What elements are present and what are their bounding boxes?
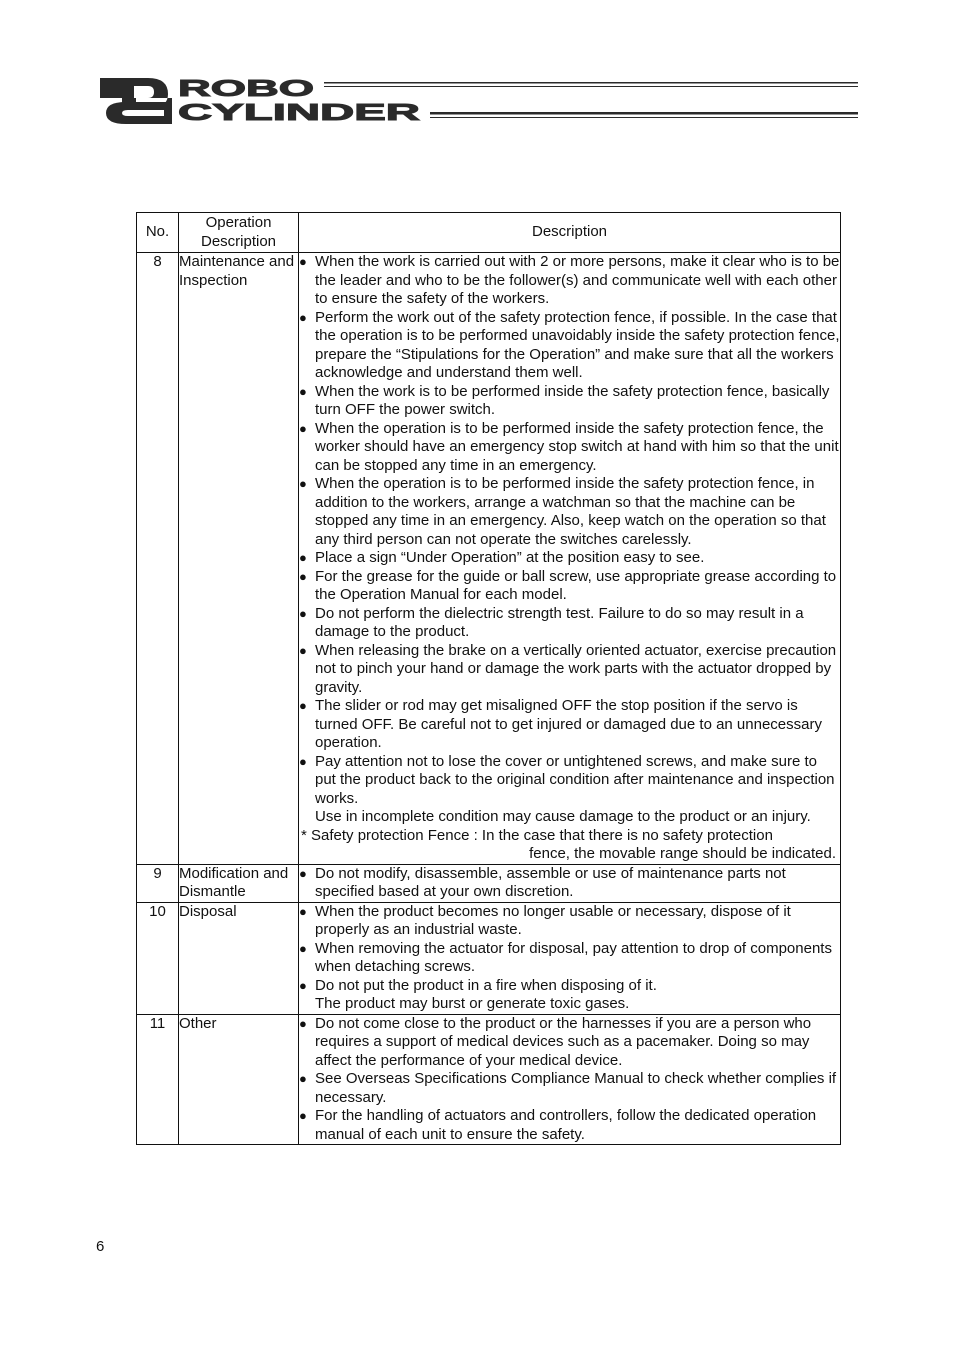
header-description: Description (299, 213, 841, 253)
table-row (137, 253, 841, 865)
row-operation: Maintenance and Inspection (179, 253, 299, 865)
safety-precautions-table (136, 212, 841, 1145)
table-row (137, 902, 841, 1014)
robo-cylinder-logo (96, 72, 858, 128)
row-operation: Disposal (179, 902, 299, 1014)
row-number: 9 (137, 864, 179, 902)
bullet-item: ● For the handling of actuators and controllers, follow the dedicated operation manual of each unit to ensure the safety. (299, 1107, 840, 1144)
row-operation: Other (179, 1014, 299, 1145)
header-operation: Operation Description (179, 213, 299, 253)
rc-logo-mark (100, 78, 172, 124)
bullet-item: ● Do not modify, disassemble, assemble or use of maintenance parts not specified based at your own discretion. (299, 865, 840, 902)
bullet-item: ● When removing the actuator for disposal, pay attention to drop of components when detaching screws. (299, 940, 840, 977)
logo-graphic (96, 72, 858, 128)
bullet-item: ● Pay attention not to lose the cover or untightened screws, and make sure to put the product back to the original condition after maintenance and inspection works. (299, 753, 840, 809)
bullet-item: ● Place a sign “Under Operation” at the position easy to see. (299, 549, 840, 568)
bullet-item: ● When the work is to be performed inside the safety protection fence, basically turn OFF the power switch. (299, 383, 840, 420)
footnote: * Safety protection Fence : In the case that there is no safety protection (301, 826, 773, 844)
bullet-item: ● When the operation is to be performed inside the safety protection fence, the worker should have an emergency stop switch at hand with him so that the unit can be stopped any time in an emergency. (299, 420, 840, 476)
row-description (299, 864, 841, 902)
row-number: 10 (137, 902, 179, 1014)
row-operation: Modification and Dismantle (179, 864, 299, 902)
row-description (299, 1014, 841, 1145)
bullet-continuation: Use in incomplete condition may cause damage to the product or an injury. (315, 808, 811, 825)
header-no: No. (137, 213, 179, 253)
table-header-row (137, 213, 841, 253)
page-number: 6 (96, 1238, 105, 1255)
bullet-item: ● Do not come close to the product or the harnesses if you are a person who requires a support of medical devices such as a pacemaker. Doing so may affect the performance of your medical device. (299, 1015, 840, 1071)
logo-line1: ROBO (178, 75, 314, 101)
bullet-item: ● Do not perform the dielectric strength test. Failure to do so may result in a damage to the product. (299, 605, 840, 642)
bullet-item: ● When the work is carried out with 2 or more persons, make it clear who is to be the leader and who to be the follower(s) and communicate well with each other to ensure the safety of the workers. (299, 253, 840, 309)
table-row (137, 864, 841, 902)
bullet-item: ● When the operation is to be performed inside the safety protection fence, in addition to the workers, arrange a watchman so that the machine can be stopped any time in an emergency. Also, keep watch on the operation so that any third person can not operate the switches carelessly. (299, 475, 840, 549)
logo-line2: CYLINDER (178, 99, 421, 125)
row-description (299, 902, 841, 1014)
footnote-continuation: fence, the movable range should be indicated. (529, 845, 836, 862)
bullet-item: ● When the product becomes no longer usable or necessary, dispose of it properly as an industrial waste. (299, 903, 840, 940)
bullet-item: ● Do not put the product in a fire when disposing of it. (299, 977, 840, 996)
bullet-item: ● When releasing the brake on a vertically oriented actuator, exercise precaution not to pinch your hand or damage the work parts with the actuator dropped by gravity. (299, 642, 840, 698)
bullet-item: ● For the grease for the guide or ball screw, use appropriate grease according to the Operation Manual for each model. (299, 568, 840, 605)
bullet-item: ● See Overseas Specifications Compliance Manual to check whether complies if necessary. (299, 1070, 840, 1107)
table-row (137, 1014, 841, 1145)
bullet-item: ● The slider or rod may get misaligned OFF the stop position if the servo is turned OFF. Be careful not to get injured or damaged due to an unnecessary operation. (299, 697, 840, 753)
bullet-continuation: The product may burst or generate toxic gases. (315, 995, 630, 1012)
bullet-item: ● Perform the work out of the safety protection fence, if possible. In the case that the operation is to be performed unavoidably inside the safety protection fence, prepare the “Stipulations for the Operation” and make sure that all the workers acknowledge and understand them well. (299, 309, 840, 383)
row-number: 11 (137, 1014, 179, 1145)
row-number: 8 (137, 253, 179, 865)
row-description (299, 253, 841, 865)
